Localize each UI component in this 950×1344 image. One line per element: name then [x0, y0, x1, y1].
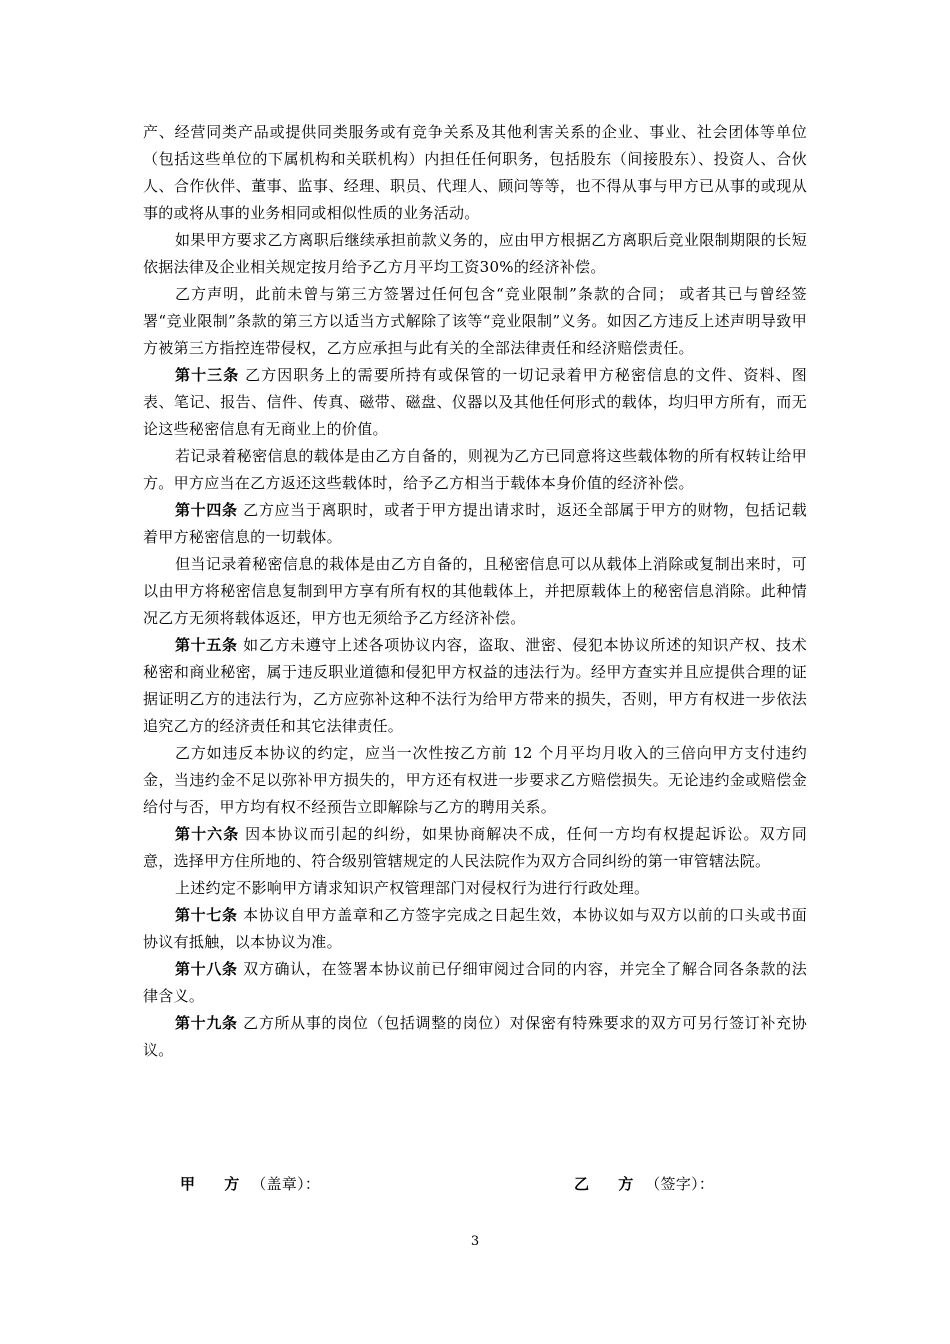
- party-b-signature: [574, 1171, 714, 1198]
- article-label: 第十五条: [175, 636, 238, 654]
- paragraph-text: 产、经营同类产品或提供同类服务或有竞争关系及其他利害关系的企业、事业、社会团体等单位（包括这些单位的下属机构和关联机构）内担任任何职务，包括股东（间接股东）、投资人、合伙人、合作伙伴、董事、监事、经理、职员、代理人、顾问等等，也不得从事与甲方已从事的或现从事的或将从事的业务相同或相似性质的业务活动。: [143, 123, 807, 222]
- signature-block: [0, 1171, 950, 1198]
- article-label: 第十七条: [175, 906, 238, 924]
- paragraph-text: 乙方所从事的岗位（包括调整的岗位）对保密有特殊要求的双方可另行签订补充协议。: [143, 1014, 808, 1059]
- paragraph: [143, 875, 807, 902]
- paragraph: [143, 227, 807, 281]
- paragraph: [143, 551, 807, 632]
- paragraph-text: 乙方因职务上的需要所持有或保管的一切记录着甲方秘密信息的文件、资料、图表、笔记、报告、信件、传真、磁带、磁盘、仪器以及其他任何形式的载体，均归甲方所有，而无论这些秘密信息有无商业上的价值。: [143, 366, 808, 438]
- article-label: 第十六条: [175, 825, 240, 843]
- paragraph-text: 上述约定不影响甲方请求知识产权管理部门对侵权行为进行行政处理。: [175, 879, 650, 897]
- article-label: 第十三条: [175, 366, 240, 384]
- paragraph-text: 乙方如违反本协议的约定，应当一次性按乙方前 12 个月平均月收入的三倍向甲方支付违约金，当违约金不足以弥补甲方损失的，甲方还有权进一步要求乙方赔偿损失。无论违约金或赔偿金给付与否，甲方均有权不经预告立即解除与乙方的聘用关系。: [143, 744, 807, 816]
- paragraph-text: 若记录着秘密信息的载体是由乙方自备的，则视为乙方已同意将这些载体物的所有权转让给甲方。甲方应当在乙方返还这些载体时，给予乙方相当于载体本身价值的经济补偿。: [143, 447, 807, 492]
- article-label: 第十九条: [175, 1014, 238, 1032]
- paragraph: [143, 119, 807, 227]
- paragraph-text: 本协议自甲方盖章和乙方签字完成之日起生效，本协议如与双方以前的口头或书面协议有抵触，以本协议为准。: [143, 906, 808, 951]
- paragraph: [143, 740, 807, 821]
- article-15: [143, 632, 807, 740]
- paragraph-text: 如乙方未遵守上述各项协议内容，盗取、泄密、侵犯本协议所述的知识产权、技术秘密和商业秘密，属于违反职业道德和侵犯甲方权益的违法行为。经甲方查实并且应提供合理的证据证明乙方的违法行为，乙方应弥补这种不法行为给甲方带来的损失，否则，甲方有权进一步依法追究乙方的经济责任和其它法律责任。: [143, 636, 808, 735]
- party-a-signature: [180, 1171, 320, 1198]
- paragraph: [143, 281, 807, 362]
- article-13: [143, 362, 807, 443]
- article-14: [143, 497, 807, 551]
- paragraph-text: 如果甲方要求乙方离职后继续承担前款义务的，应由甲方根据乙方离职后竞业限制期限的长短依据法律及企业相关规定按月给予乙方月平均工资30%的经济补偿。: [143, 231, 807, 276]
- document-body: [143, 119, 807, 1064]
- paragraph-text: 但当记录着秘密信息的栽体是由乙方自备的，且秘密信息可以从载体上消除或复制出来时，可以由甲方将秘密信息复制到甲方享有所有权的其他载体上，并把原载体上的秘密信息消除。此种情况乙方无须将载体返还，甲方也无须给予乙方经济补偿。: [143, 555, 807, 627]
- article-16: [143, 821, 807, 875]
- party-a-note: （盖章）：: [251, 1175, 321, 1193]
- paragraph-text: 乙方应当于离职时，或者于甲方提出请求时，返还全部属于甲方的财物，包括记载着甲方秘密信息的一切载体。: [143, 501, 808, 546]
- article-18: [143, 956, 807, 1010]
- party-b-note: （签字）：: [645, 1175, 715, 1193]
- article-17: [143, 902, 807, 956]
- party-b-label: 乙 方: [574, 1175, 646, 1193]
- paragraph-text: 因本协议而引起的纠纷，如果协商解决不成，任何一方均有权提起诉讼。双方同意，选择甲方住所地的、符合级别管辖规定的人民法院作为双方合同纠纷的第一审管辖法院。: [143, 825, 808, 870]
- article-19: [143, 1010, 807, 1064]
- page-number: 3: [470, 1234, 480, 1249]
- paragraph: [143, 443, 807, 497]
- paragraph-text: 乙方声明，此前未曾与第三方签署过任何包含“竞业限制”条款的合同； 或者其已与曾经签署“竞业限制”条款的第三方以适当方式解除了该等“竞业限制”义务。如因乙方违反上述声明导致甲方被第三方指控连带侵权，乙方应承担与此有关的全部法律责任和经济赔偿责任。: [143, 285, 807, 357]
- article-label: 第十八条: [175, 960, 238, 978]
- article-label: 第十四条: [175, 501, 238, 519]
- paragraph-text: 双方确认，在签署本协议前已仔细审阅过合同的内容，并完全了解合同各条款的法律含义。: [143, 960, 808, 1005]
- party-a-label: 甲 方: [180, 1175, 252, 1193]
